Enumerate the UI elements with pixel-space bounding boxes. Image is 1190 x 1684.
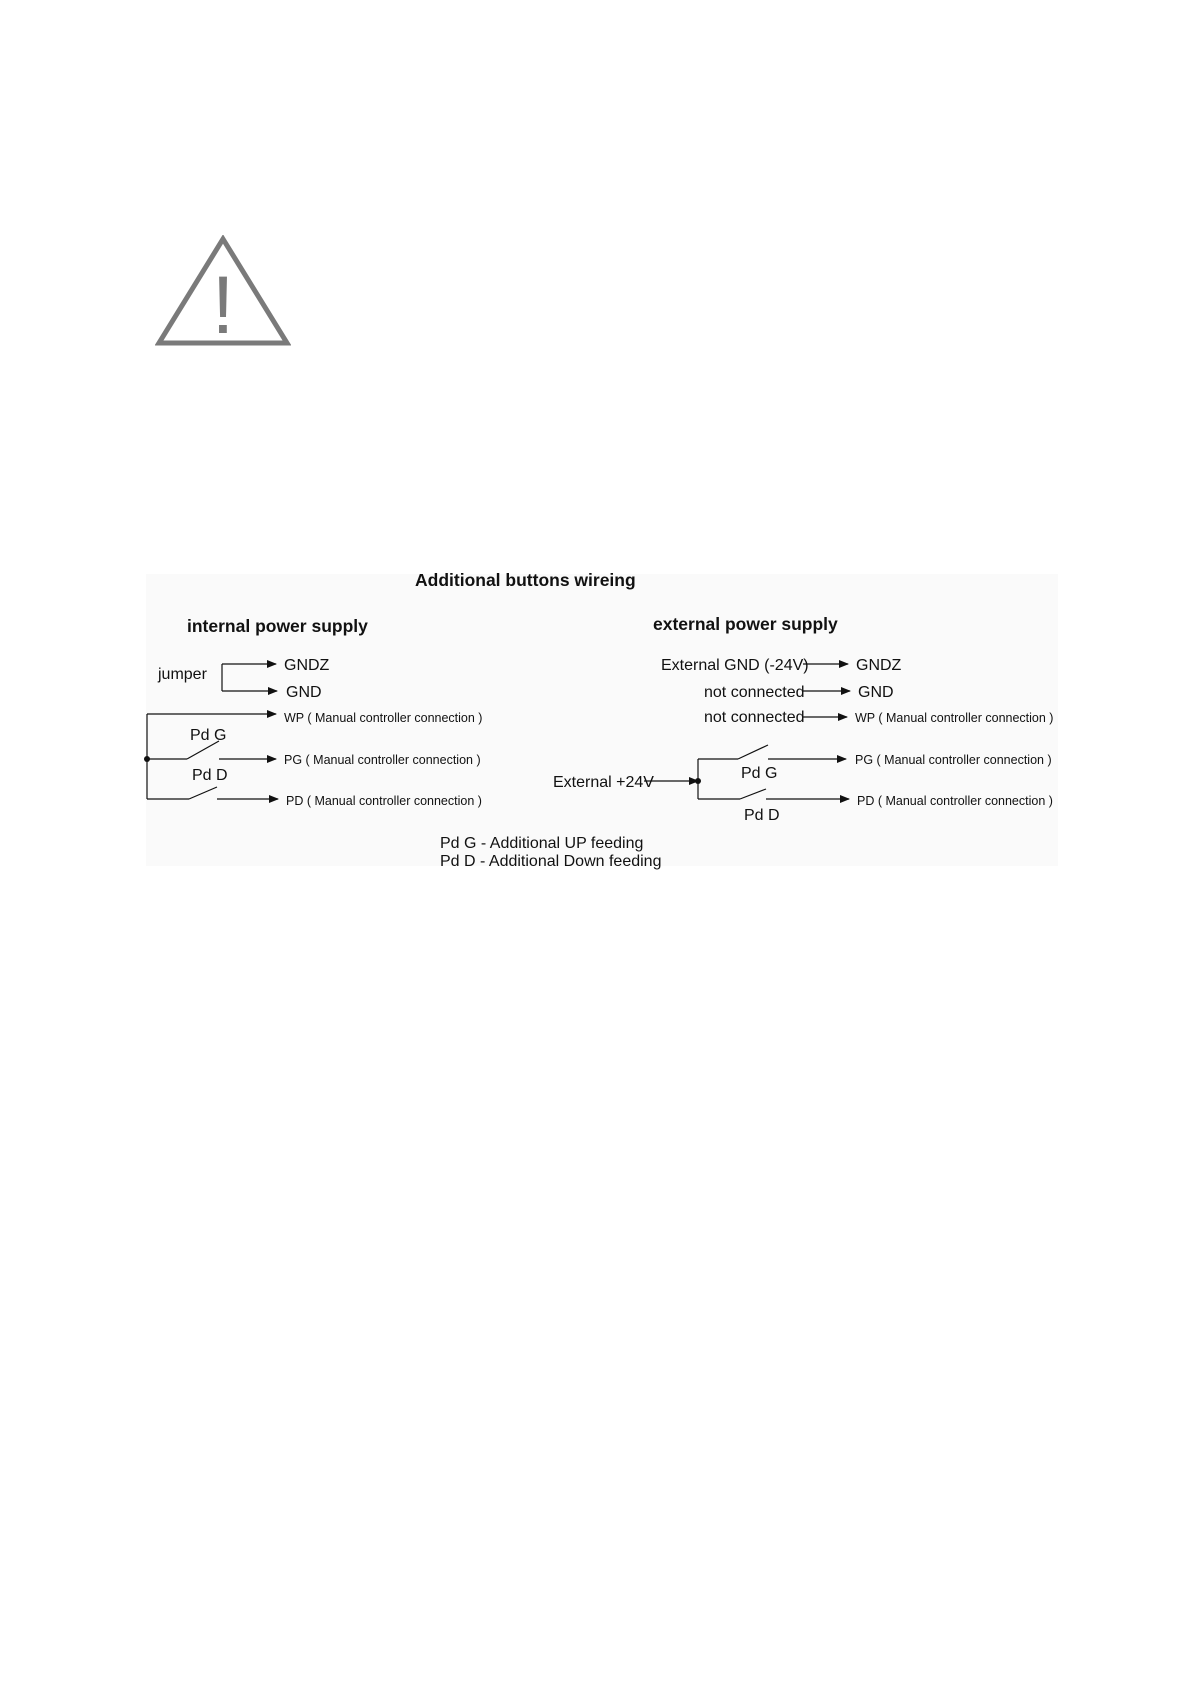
not-connected-2: not connected: [704, 709, 805, 726]
external-gndz-label: GNDZ: [856, 657, 902, 674]
external-pd-label: PD ( Manual controller connection ): [857, 794, 1053, 808]
pdd-switch: [189, 787, 217, 799]
warning-glyph: !: [211, 260, 235, 347]
internal-gndz-label: GNDZ: [284, 657, 330, 674]
internal-wp-label: WP ( Manual controller connection ): [284, 711, 483, 725]
legend-line-1: Pd G - Additional UP feeding: [440, 835, 644, 852]
internal-pdd-label: Pd D: [192, 767, 228, 784]
internal-pd-label: PD ( Manual controller connection ): [286, 794, 482, 808]
ext-24v-label: External +24V: [553, 774, 654, 791]
internal-gnd-label: GND: [286, 684, 322, 701]
not-connected-1: not connected: [704, 684, 805, 701]
internal-pg-label: PG ( Manual controller connection ): [284, 753, 481, 767]
external-wp-label: WP ( Manual controller connection ): [855, 711, 1054, 725]
ext-pdg-switch: [738, 745, 768, 759]
ext-gnd-label: External GND (-24V): [661, 657, 809, 674]
internal-pdg-label: Pd G: [190, 727, 227, 744]
external-pdg-label: Pd G: [741, 765, 778, 782]
external-heading: external power supply: [653, 614, 838, 634]
ext-pdd-switch: [740, 789, 766, 799]
external-pdd-label: Pd D: [744, 807, 780, 824]
external-gnd-label: GND: [858, 684, 894, 701]
legend-line-2: Pd D - Additional Down feeding: [440, 853, 662, 870]
jumper-label: jumper: [158, 666, 207, 683]
external-pg-label: PG ( Manual controller connection ): [855, 753, 1052, 767]
internal-heading: internal power supply: [187, 616, 368, 636]
diagram-title: Additional buttons wireing: [415, 570, 636, 590]
